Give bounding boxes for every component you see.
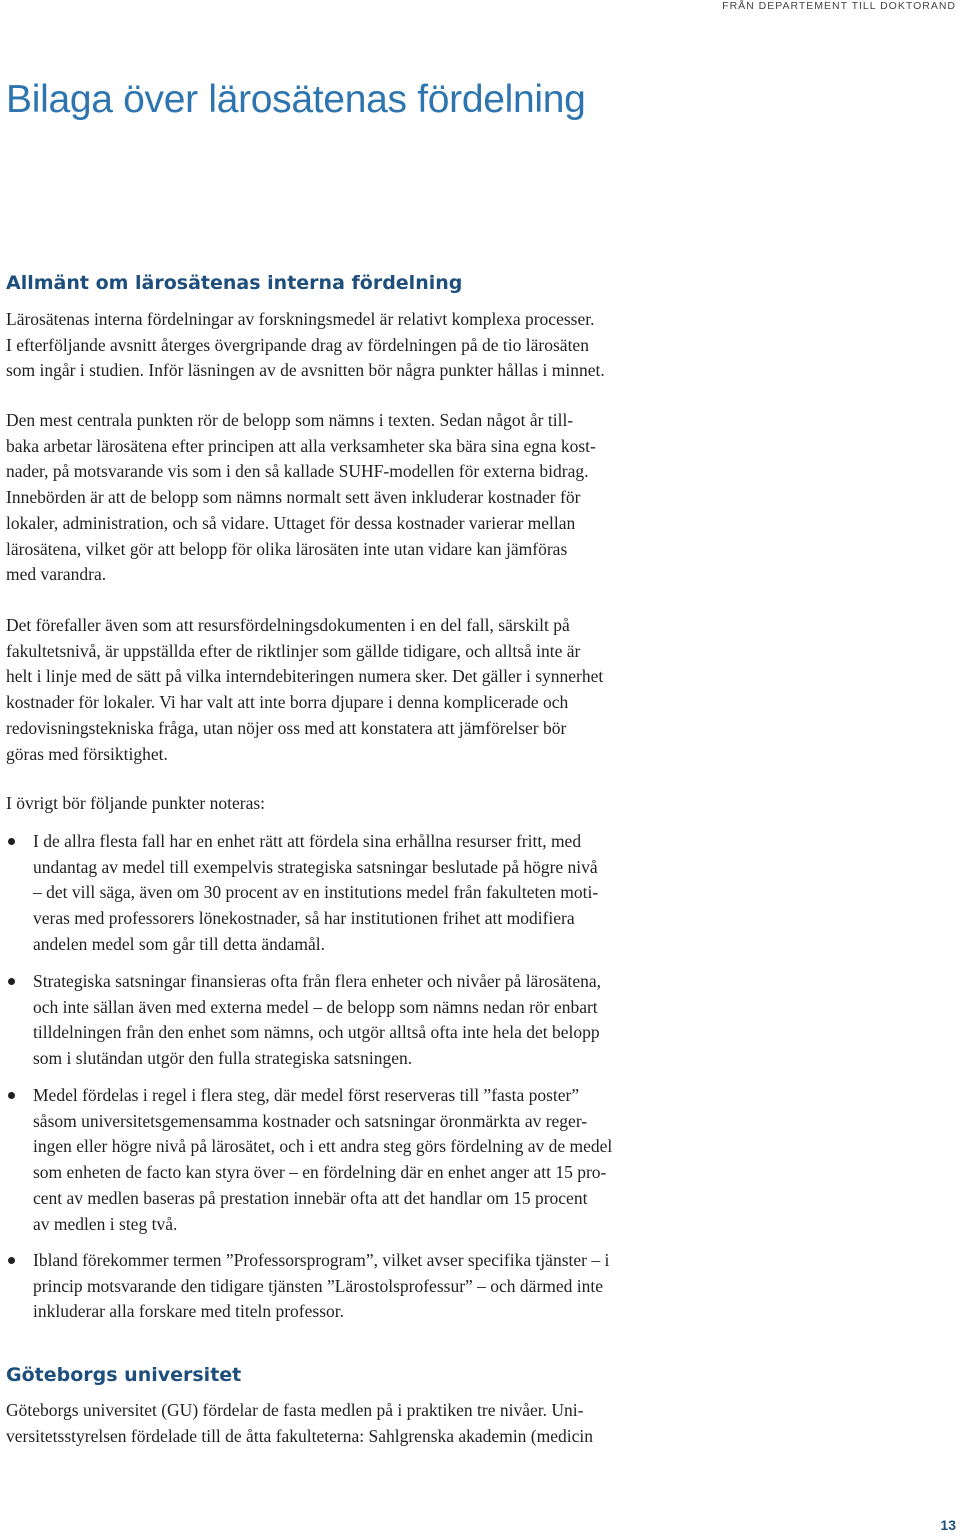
text-line: inkluderar alla forskare med titeln professor. (33, 1301, 345, 1322)
text-line: kostnader för lokaler. Vi har valt att inte borra djupare i denna komplicerade och (6, 692, 569, 713)
text-line: Den mest centrala punkten rör de belopp som nämns i texten. Sedan något år till- (6, 410, 574, 430)
text-line: fakultetsnivå, är uppställda efter de riktlinjer som gällde tidigare, och alltså inte är (6, 640, 581, 661)
paragraph-intro (6, 307, 736, 384)
text-line: – det vill säga, även om 30 procent av en institutions medel från fakulteten moti- (33, 882, 599, 903)
text-line: Ibland förekommer termen ”Professorsprogram”, vilket avser specifika tjänster – i (33, 1250, 610, 1270)
text-line: baka arbetar lärosätena efter principen att alla verksamheter ska bära sina egna kost- (6, 435, 596, 456)
text-line: såsom universitetsgemensamma kostnader och satsningar öronmärkta av reger- (33, 1110, 588, 1131)
text-line: andelen medel som går till detta ändamål. (33, 933, 326, 954)
running-header: FRÅN DEPARTEMENT TILL DOKTORAND (722, 0, 956, 12)
text-line: lärosätena, vilket gör att belopp för olika lärosäten inte utan vidare kan jämföras (6, 538, 568, 559)
list-item-text (33, 1248, 609, 1325)
text-line: som enheten de facto kan styra över – en fördelning där en enhet anger att 15 pro- (33, 1162, 607, 1183)
bullet-icon (8, 1257, 15, 1264)
text-line: Medel fördelas i regel i flera steg, där medel först reserveras till ”fasta poster” (33, 1085, 580, 1105)
text-line: Göteborgs universitet (GU) fördelar de fasta medlen på i praktiken tre nivåer. Uni- (6, 1400, 584, 1420)
list-item-text (33, 829, 598, 958)
text-line: versitetsstyrelsen fördelade till de åtta fakulteterna: Sahlgrenska akademin (medicin (6, 1425, 594, 1446)
text-line: med varandra. (6, 564, 107, 585)
section-heading-goteborg: Göteborgs universitet (6, 1364, 242, 1386)
text-line: Innebörden är att de belopp som nämns normalt sett även inkluderar kostnader för (6, 487, 581, 508)
text-line: Det förefaller även som att resursfördelningsdokumenten i en del fall, särskilt på (6, 615, 570, 635)
text-line: göras med försiktighet. (6, 743, 168, 764)
text-line: I övrigt bör följande punkter noteras: (6, 793, 266, 813)
text-line: I efterföljande avsnitt återges övergripande drag av fördelningen på de tio lärosäten (6, 334, 589, 355)
text-line: ingen eller högre nivå på lärosätet, och i ett andra steg görs fördelning av de medel (33, 1136, 613, 1157)
list-item-text (33, 969, 601, 1072)
paragraph-belopp (6, 408, 736, 588)
paragraph-ovrigt (6, 791, 736, 817)
list-item-text (33, 1083, 612, 1237)
bullet-icon (8, 1092, 15, 1099)
page-number: 13 (940, 1517, 956, 1533)
text-line: som i slutändan utgör den fulla strategiska satsningen. (33, 1048, 413, 1069)
text-line: tilldelningen från den enhet som nämns, och utgör alltså ofta inte hela det belopp (33, 1022, 600, 1043)
text-line: nader, på motsvarande vis som i den så kallade SUHF-modellen för externa bidrag. (6, 461, 589, 482)
section-heading-allmant: Allmänt om lärosätenas interna fördelning (6, 272, 463, 294)
text-line: och inte sällan även med externa medel – de belopp som nämns nedan rör enbart (33, 996, 598, 1017)
text-line: som ingår i studien. Inför läsningen av de avsnitten bör några punkter hållas i minnet. (6, 360, 605, 381)
text-line: Lärosätenas interna fördelningar av forskningsmedel är relativt komplexa processer. (6, 309, 595, 329)
paragraph-goteborg (6, 1398, 736, 1449)
text-line: helt i linje med de sätt på vilka interndebiteringen numera sker. Det gäller i synnerhet (6, 666, 604, 687)
text-line: princip motsvarande den tidigare tjänsten ”Lärostolsprofessur” – och därmed inte (33, 1275, 604, 1296)
text-line: lokaler, administration, och så vidare. Uttaget för dessa kostnader varierar mellan (6, 512, 576, 533)
bullet-icon (8, 978, 15, 985)
bullet-icon (8, 838, 15, 845)
text-line: I de allra flesta fall har en enhet rätt att fördela sina erhållna resurser fritt, med (33, 831, 582, 851)
text-line: Strategiska satsningar finansieras ofta från flera enheter och nivåer på lärosätena, (33, 971, 602, 991)
paragraph-resursfordelning (6, 613, 736, 767)
text-line: cent av medlen baseras på prestation innebär ofta att det handlar om 15 procent (33, 1187, 588, 1208)
text-line: veras med professorers lönekostnader, så har institutionen frihet att modifiera (33, 908, 575, 929)
text-line: av medlen i steg två. (33, 1213, 178, 1234)
text-line: redovisningstekniska fråga, utan nöjer oss med att konstatera att jämförelser bör (6, 717, 567, 738)
text-line: undantag av medel till exempelvis strategiska satsningar beslutade på högre nivå (33, 856, 598, 877)
page-title: Bilaga över lärosätenas fördelning (6, 78, 586, 121)
